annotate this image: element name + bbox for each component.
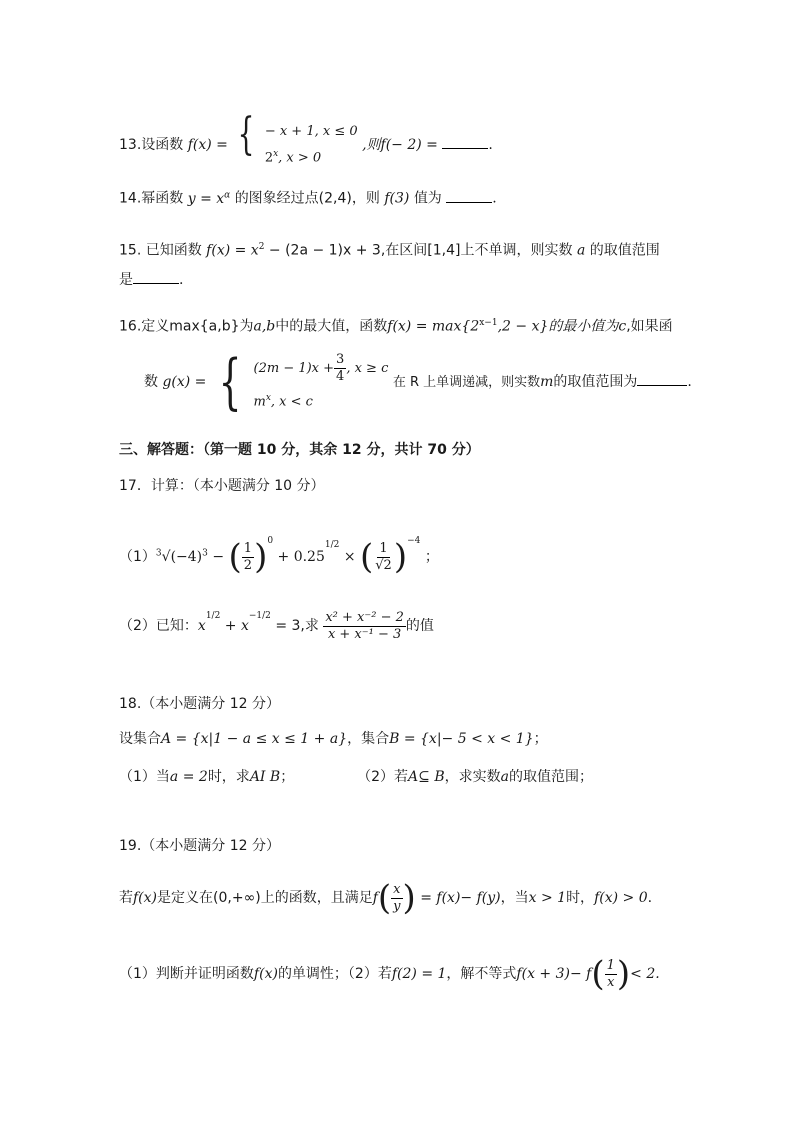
q15-line2: 是 — [119, 272, 133, 288]
q19-l1e: = f(x)− f(y) — [420, 890, 501, 906]
question-15-line2 — [119, 271, 183, 289]
q19-l1-frac — [391, 882, 402, 915]
q19-l1h: 时， — [566, 890, 595, 906]
q18-line1 — [119, 730, 548, 748]
q14-expr-exp: α — [224, 190, 231, 200]
q19-l2-num: 1 — [606, 957, 615, 973]
q19-l2g: < 2. — [630, 966, 660, 982]
q18-p1: （1）当 — [119, 769, 170, 785]
q19-l1b: f(x) — [133, 890, 158, 906]
q17-p1-frac2-num: 1 — [379, 540, 388, 556]
q19-title: 19.（本小题满分 12 分） — [119, 838, 280, 854]
q18-p1c: 时，求 — [207, 769, 250, 785]
q13-dot: . — [488, 137, 493, 153]
q16-line1f: c — [618, 318, 627, 335]
q16-line1a: 16.定义max{a,b}为 — [119, 318, 254, 335]
q17-p1-frac2 — [373, 541, 394, 574]
q16-case1-den: 4 — [336, 369, 345, 385]
q19-l2c: 的单调性；（2）若 — [277, 966, 392, 982]
q13-func: f(x) = — [187, 137, 228, 153]
q13-case2 — [265, 143, 358, 169]
q18-p2c: ，求实数 — [444, 769, 501, 785]
q17-p2-den: x + x⁻¹ − 3 — [327, 626, 402, 642]
q17-p1-frac — [242, 541, 254, 574]
q13-case2-tail: , x > 0 — [278, 150, 322, 166]
q16-case2b: , x < c — [270, 394, 313, 410]
q14-middle: 的图象经过点(2,4)，则 — [234, 190, 380, 207]
q16-brace: { — [218, 347, 242, 417]
q13-prefix: 13.设函数 — [119, 137, 184, 153]
q17-p2a-exp: 1/2 — [205, 611, 221, 621]
q15-expr2: − (2a − 1)x + 3,在区间[1,4]上不单调，则实数 — [268, 242, 573, 259]
q13-cases — [265, 121, 358, 169]
q18-mid: ，集合 — [347, 731, 390, 747]
q17-p1-root: 3 — [155, 548, 162, 559]
q19-l2d: f(2) = 1 — [391, 966, 447, 982]
q19-l1-den: y — [393, 898, 401, 914]
q13-case1: − x + 1, x ≤ 0 — [264, 123, 358, 139]
q17-p2-label: （2）已知： — [119, 618, 198, 634]
q17-part1: $(1)^3√(-4)^3$ − ( $\frac{1}{2}$ )$^0 + 0.25^{1/2}$ × ( $\frac{1}{√2}$ )$^{-4}$ ； — [119, 536, 439, 577]
q19-l1d: f — [372, 890, 378, 906]
q13-case2-exp: x — [273, 148, 279, 159]
q19-line2: （1）判断并证明函数f(x)的单调性；（2）若f(2) = 1，解不等式f(x + 3)− f( $\frac{1}{x}$ )< 2. — [119, 954, 660, 994]
q16-cases — [254, 352, 389, 411]
q17-p1-frac2-den: √2 — [375, 557, 392, 573]
q19-l1g: x > 1 — [528, 890, 567, 906]
q17-p2c: = 3,求 — [275, 618, 319, 634]
q17-p2-num: x² + x⁻² − 2 — [325, 609, 404, 625]
q16-line1c: 中的最大值，函数 — [275, 318, 388, 335]
q15-expr: f(x) = x — [206, 242, 259, 259]
q16-line2a: 数 — [144, 374, 158, 390]
q19-line1: 若f(x)是定义在(0,+∞)上的函数，且满足f( $\frac{x}{y}$ ) = f(x)− f(y)，当x > 1时，f(x) > 0. — [119, 878, 653, 918]
q14-answer-blank — [446, 190, 492, 203]
q18-setB: B = {x|− 5 < x < 1} — [389, 731, 534, 747]
q19-l2a: （1）判断并证明函数 — [119, 966, 254, 982]
q19-l1j: . — [647, 890, 653, 906]
q18-title: 18.（本小题满分 12 分） — [119, 696, 280, 712]
q17-p1a: √(−4) — [161, 549, 203, 565]
q19-l1f: ，当 — [500, 890, 529, 906]
q17-p1-frac-num: 1 — [243, 540, 253, 556]
q16-line1b: a,b — [253, 318, 276, 335]
q14-fx: f(3) — [384, 190, 410, 207]
q17-p1-exp0: 0 — [267, 536, 274, 546]
q13-ask: ,则f(− 2) = — [362, 137, 438, 153]
q17-p1-label: （1） — [119, 549, 156, 565]
question-15-line1: 15. 已知函数 $f(x) = x^2 - (2a - 1)x + 3$,在区间[1,4]上不单调，则实数 a 的取值范围 — [119, 242, 660, 259]
q16-case1a: (2m − 1)x + — [253, 361, 335, 377]
q16-case1-frac — [334, 352, 346, 385]
q18-p1b: a = 2 — [169, 769, 208, 785]
q16-line2d: m — [540, 374, 554, 390]
q17-p1-end: ； — [424, 549, 439, 565]
q19-l1i: f(x) > 0 — [594, 890, 648, 906]
q16-case1-num: 3 — [336, 352, 345, 368]
q16-line2b: g(x) = — [162, 374, 207, 390]
q15-tail: 的取值范围 — [589, 242, 660, 259]
q16-line1exp: x−1 — [479, 318, 498, 328]
q17-p1b: − — [212, 549, 225, 565]
question-16-line1 — [119, 314, 673, 336]
q19-l2-den: x — [607, 974, 615, 990]
q19-l1c: 是定义在(0,+∞)上的函数，且满足 — [157, 890, 373, 906]
q19-l1-num: x — [393, 881, 401, 897]
q16-line1g: ,如果函 — [626, 318, 673, 335]
q13-case2-base: 2 — [264, 150, 274, 166]
q18-parts — [119, 768, 593, 786]
q18-p2: （2）若 — [357, 769, 409, 785]
q15-dot: . — [179, 272, 184, 288]
q16-case1 — [254, 352, 389, 385]
q18-p2d: a — [500, 769, 509, 785]
q19-l2-frac — [605, 958, 617, 991]
q14-dot: . — [492, 190, 497, 207]
q16-answer-blank — [637, 373, 687, 386]
question-16-line2 — [144, 347, 692, 417]
q18-line1-text: 设集合 — [119, 731, 161, 747]
q15-line1: 15. 已知函数 — [119, 242, 202, 259]
q17-p1c-exp: 1/2 — [324, 540, 340, 550]
q17-title: 17．计算：（本小题满分 10 分） — [119, 478, 325, 494]
question-13 — [119, 109, 493, 169]
q19-l2f: f(x + 3)− f — [516, 966, 592, 982]
q19-l2b: f(x) — [253, 966, 278, 982]
q17-p1d: × — [343, 549, 356, 565]
q16-case2-base: m — [253, 394, 266, 410]
section-3-title: 三、解答题：（第一题 10 分，其余 12 分，共计 70 分） — [119, 442, 480, 458]
q16-case2-exp: x — [265, 393, 271, 404]
q18-p1e: ； — [280, 769, 295, 785]
q18-end: ； — [533, 731, 548, 747]
q18-setA: A = {x|1 − a ≤ x ≤ 1 + a} — [161, 731, 348, 747]
q14-prefix: 14.幂函数 — [119, 190, 184, 207]
q13-brace: { — [237, 109, 255, 160]
q16-line1e: ,2 − x}的最小值为 — [497, 318, 619, 335]
q16-case2 — [254, 389, 389, 411]
q14-expr — [188, 191, 231, 207]
q18-p1d: AI B — [249, 769, 281, 785]
q16-line2c: 在 R 上单调递减，则实数 — [392, 375, 541, 390]
q16-line2e: 的取值范围为 — [553, 374, 638, 390]
q17-p2-end: 的值 — [405, 618, 434, 634]
q17-p2b: + x — [224, 618, 249, 634]
q16-dot: . — [687, 374, 692, 390]
q17-p1-frac-den: 2 — [243, 557, 253, 573]
q17-p1a-exp: 3 — [202, 548, 208, 559]
q14-expr-base: y = x — [187, 190, 225, 207]
q14-suffix: 值为 — [413, 190, 442, 207]
q17-p2a: x — [197, 618, 206, 634]
q18-p2b: A⊆ B — [408, 769, 445, 785]
question-14 — [119, 186, 497, 208]
q17-p1c: + 0.25 — [277, 549, 325, 565]
q16-case1b: , x ≥ c — [346, 361, 389, 377]
q19-l1a: 若 — [119, 890, 133, 906]
q15-answer-blank — [133, 271, 179, 284]
q17-part2 — [119, 594, 434, 642]
q18-p2e: 的取值范围； — [508, 769, 593, 785]
q17-p2-frac — [323, 610, 406, 643]
q15-var: a — [576, 242, 586, 259]
q17-p1-exp4: −4 — [407, 536, 421, 546]
q19-l2e: ，解不等式 — [446, 966, 517, 982]
q13-answer-blank — [442, 136, 488, 149]
q16-line1d: f(x) = max{2 — [387, 318, 480, 335]
q17-p2b-exp: −1/2 — [248, 611, 271, 621]
